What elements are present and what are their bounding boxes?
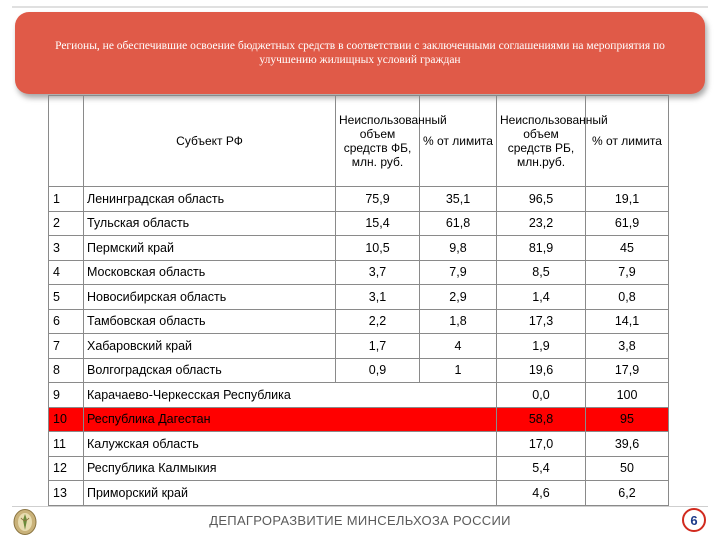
table-row	[49, 187, 669, 212]
unused-rb-value: 17,0	[497, 432, 586, 457]
table-row	[49, 285, 669, 310]
table-header-row	[49, 96, 669, 187]
row-index: 4	[49, 260, 84, 285]
table-row	[49, 481, 669, 506]
unused-rb-value: 17,3	[497, 309, 586, 334]
unused-rb-value: 23,2	[497, 211, 586, 236]
region-name: Новосибирская область	[84, 285, 336, 310]
table-row	[49, 383, 669, 408]
pct-rb-value: 0,8	[586, 285, 669, 310]
region-name: Республика Калмыкия	[84, 456, 336, 481]
table-row	[49, 407, 669, 432]
row-index: 1	[49, 187, 84, 212]
table-row	[49, 260, 669, 285]
pct-rb-value: 6,2	[586, 481, 669, 506]
pct-rb-value: 7,9	[586, 260, 669, 285]
pct-fb-value: 1,8	[420, 309, 497, 334]
unused-rb-value: 5,4	[497, 456, 586, 481]
header-pct-fb: % от лимита	[420, 96, 497, 187]
pct-rb-value: 17,9	[586, 358, 669, 383]
unused-fb-value	[336, 481, 420, 506]
row-index: 10	[49, 407, 84, 432]
pct-fb-value: 9,8	[420, 236, 497, 261]
unused-rb-value: 58,8	[497, 407, 586, 432]
row-index: 3	[49, 236, 84, 261]
pct-rb-value: 14,1	[586, 309, 669, 334]
row-index: 11	[49, 432, 84, 457]
table-row	[49, 211, 669, 236]
row-index: 13	[49, 481, 84, 506]
row-index: 5	[49, 285, 84, 310]
unused-rb-value: 8,5	[497, 260, 586, 285]
slide-title: Регионы, не обеспечившие освоение бюджетных средств в соответствии с заключенными соглашениями на мероприятия по улучшению жилищных условий граждан	[55, 40, 665, 66]
top-divider	[12, 6, 708, 8]
table-row	[49, 432, 669, 457]
region-name: Волгоградская область	[84, 358, 336, 383]
pct-rb-value: 19,1	[586, 187, 669, 212]
header-index	[49, 96, 84, 187]
table-row	[49, 456, 669, 481]
unused-rb-value: 81,9	[497, 236, 586, 261]
pct-fb-value: 2,9	[420, 285, 497, 310]
region-name: Тульская область	[84, 211, 336, 236]
row-index: 6	[49, 309, 84, 334]
unused-fb-value: 3,7	[336, 260, 420, 285]
unused-fb-value: 2,2	[336, 309, 420, 334]
pct-fb-value	[420, 481, 497, 506]
region-name: Тамбовская область	[84, 309, 336, 334]
pct-rb-value: 100	[586, 383, 669, 408]
region-name: Приморский край	[84, 481, 336, 506]
region-name: Калужская область	[84, 432, 336, 457]
title-banner	[15, 12, 705, 94]
row-index: 9	[49, 383, 84, 408]
region-name: Ленинградская область	[84, 187, 336, 212]
region-name: Московская область	[84, 260, 336, 285]
unused-rb-value: 0,0	[497, 383, 586, 408]
pct-fb-value	[420, 407, 497, 432]
pct-fb-value	[420, 456, 497, 481]
row-index: 12	[49, 456, 84, 481]
unused-fb-value: 3,1	[336, 285, 420, 310]
unused-fb-value	[336, 383, 420, 408]
pct-rb-value: 95	[586, 407, 669, 432]
pct-fb-value: 35,1	[420, 187, 497, 212]
header-pct-rb: % от лимита	[586, 96, 669, 187]
pct-rb-value: 39,6	[586, 432, 669, 457]
unused-fb-value: 75,9	[336, 187, 420, 212]
pct-fb-value: 4	[420, 334, 497, 359]
header-unused-fb: Неиспользованный объем средств ФБ, млн. руб.	[336, 96, 420, 187]
row-index: 8	[49, 358, 84, 383]
unused-rb-value: 4,6	[497, 481, 586, 506]
pct-fb-value	[420, 383, 497, 408]
table-row	[49, 358, 669, 383]
unused-rb-value: 96,5	[497, 187, 586, 212]
row-index: 7	[49, 334, 84, 359]
pct-rb-value: 61,9	[586, 211, 669, 236]
unused-rb-value: 1,4	[497, 285, 586, 310]
regions-table	[48, 95, 669, 506]
unused-fb-value: 0,9	[336, 358, 420, 383]
table-row	[49, 236, 669, 261]
bottom-divider	[12, 506, 708, 507]
footer-department: ДЕПАГРОРАЗВИТИЕ МИНСЕЛЬХОЗА РОССИИ	[209, 513, 511, 528]
pct-fb-value: 7,9	[420, 260, 497, 285]
table-row	[49, 309, 669, 334]
region-name: Хабаровский край	[84, 334, 336, 359]
unused-fb-value	[336, 432, 420, 457]
region-name: Карачаево-Черкесская Республика	[84, 383, 336, 408]
region-name: Республика Дагестан	[84, 407, 336, 432]
pct-rb-value: 3,8	[586, 334, 669, 359]
row-index: 2	[49, 211, 84, 236]
unused-fb-value	[336, 407, 420, 432]
pct-fb-value	[420, 432, 497, 457]
pct-fb-value: 61,8	[420, 211, 497, 236]
table-row	[49, 334, 669, 359]
unused-fb-value	[336, 456, 420, 481]
region-name: Пермский край	[84, 236, 336, 261]
page-number: 6	[682, 508, 706, 532]
header-subject: Субъект РФ	[84, 96, 336, 187]
pct-fb-value: 1	[420, 358, 497, 383]
unused-rb-value: 19,6	[497, 358, 586, 383]
unused-rb-value: 1,9	[497, 334, 586, 359]
pct-rb-value: 45	[586, 236, 669, 261]
header-unused-rb: Неиспользованный объем средств РБ, млн.руб.	[497, 96, 586, 187]
unused-fb-value: 10,5	[336, 236, 420, 261]
unused-fb-value: 1,7	[336, 334, 420, 359]
unused-fb-value: 15,4	[336, 211, 420, 236]
pct-rb-value: 50	[586, 456, 669, 481]
